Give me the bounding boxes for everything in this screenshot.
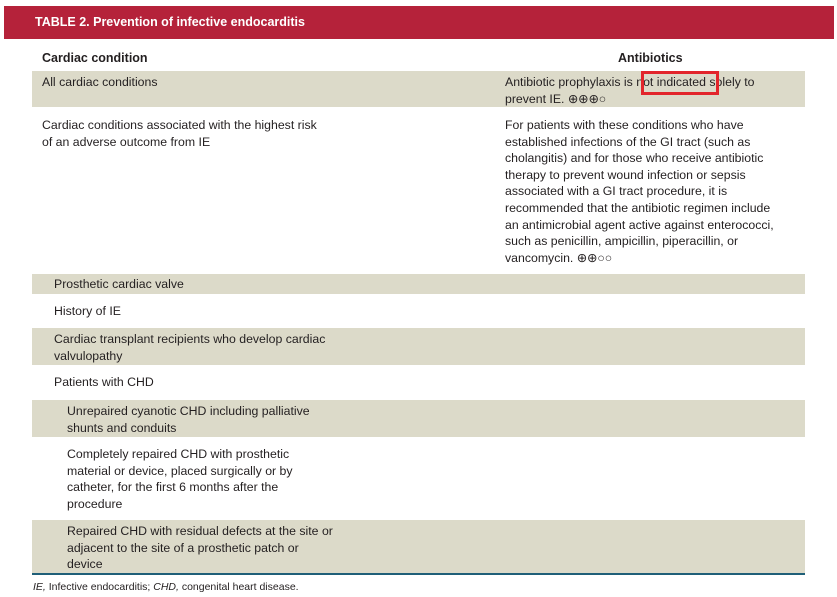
condition-line: Unrepaired cyanotic CHD including palliative [67, 404, 310, 418]
antibiotics-line: an antimicrobial agent active against enterococci, [505, 217, 774, 232]
antibiotics-line: vancomycin. ⊕⊕○○ [505, 250, 613, 265]
table-title: TABLE 2. Prevention of infective endocarditis [35, 15, 305, 29]
table-row-repaired-chd-6-months [32, 437, 805, 520]
table-footnote [33, 581, 299, 593]
condition-line: catheter, for the first 6 months after the [67, 480, 279, 495]
antibiotics-line: therapy to prevent wound infection or sepsis [505, 167, 746, 182]
condition-line: Repaired CHD with residual defects at the site or [67, 524, 333, 538]
condition-cell [67, 446, 347, 512]
condition-line: adjacent to the site of a prosthetic patch or [67, 540, 299, 555]
table-row-chd [32, 365, 805, 400]
condition-line: Cardiac conditions associated with the highest risk [42, 118, 317, 132]
footnote-definition: Infective endocarditis; [45, 581, 154, 593]
table-row-transplant [32, 328, 805, 365]
highlighted-text: not indicated [636, 75, 706, 89]
condition-line: of an adverse outcome from IE [42, 134, 211, 149]
condition-line: Cardiac transplant recipients who develop cardiac [54, 332, 326, 346]
condition-line: valvulopathy [54, 348, 123, 363]
footnote-abbreviation: CHD, [153, 581, 179, 593]
condition-cell [54, 331, 344, 364]
condition-cell: Patients with CHD [54, 375, 154, 389]
table-bottom-rule [32, 573, 805, 575]
antibiotics-line: cholangitis) and for those who receive antibiotic [505, 151, 764, 166]
table-row-residual-defects [32, 520, 805, 573]
condition-cell [42, 117, 342, 150]
footnote-abbreviation: IE, [33, 581, 46, 593]
antibiotics-line: For patients with these conditions who have [505, 118, 744, 132]
table-title-bar [4, 6, 834, 39]
antibiotics-text: Antibiotic prophylaxis is [505, 75, 637, 89]
condition-line: procedure [67, 496, 123, 511]
antibiotics-line: such as penicillin, ampicillin, piperacillin, or [505, 234, 739, 249]
condition-line: Completely repaired CHD with prosthetic [67, 447, 290, 461]
footnote-definition: congenital heart disease. [178, 581, 299, 593]
condition-cell [67, 403, 347, 436]
highlight-box [641, 71, 719, 95]
antibiotics-line: prevent IE. ⊕⊕⊕○ [505, 91, 607, 106]
condition-line: device [67, 557, 103, 572]
antibiotics-line: associated with a GI tract procedure, it is [505, 184, 728, 199]
column-header-cardiac-condition: Cardiac condition [42, 51, 148, 65]
column-header-antibiotics: Antibiotics [618, 51, 683, 65]
table-row-prosthetic-valve [32, 274, 805, 294]
condition-line: shunts and conduits [67, 420, 177, 435]
table-row-unrepaired-chd [32, 400, 805, 437]
table-row-highest-risk [32, 107, 805, 272]
condition-cell: All cardiac conditions [42, 75, 158, 89]
condition-line: material or device, placed surgically or by [67, 463, 293, 478]
antibiotics-line: recommended that the antibiotic regimen include [505, 200, 771, 215]
condition-cell: Prosthetic cardiac valve [54, 277, 184, 291]
table-row-history-ie [32, 294, 805, 328]
condition-cell: History of IE [54, 304, 121, 318]
antibiotics-cell [505, 117, 800, 266]
condition-cell [67, 523, 347, 573]
antibiotics-line: established infections of the GI tract (such as [505, 134, 751, 149]
antibiotics-text: solely to [705, 75, 755, 89]
